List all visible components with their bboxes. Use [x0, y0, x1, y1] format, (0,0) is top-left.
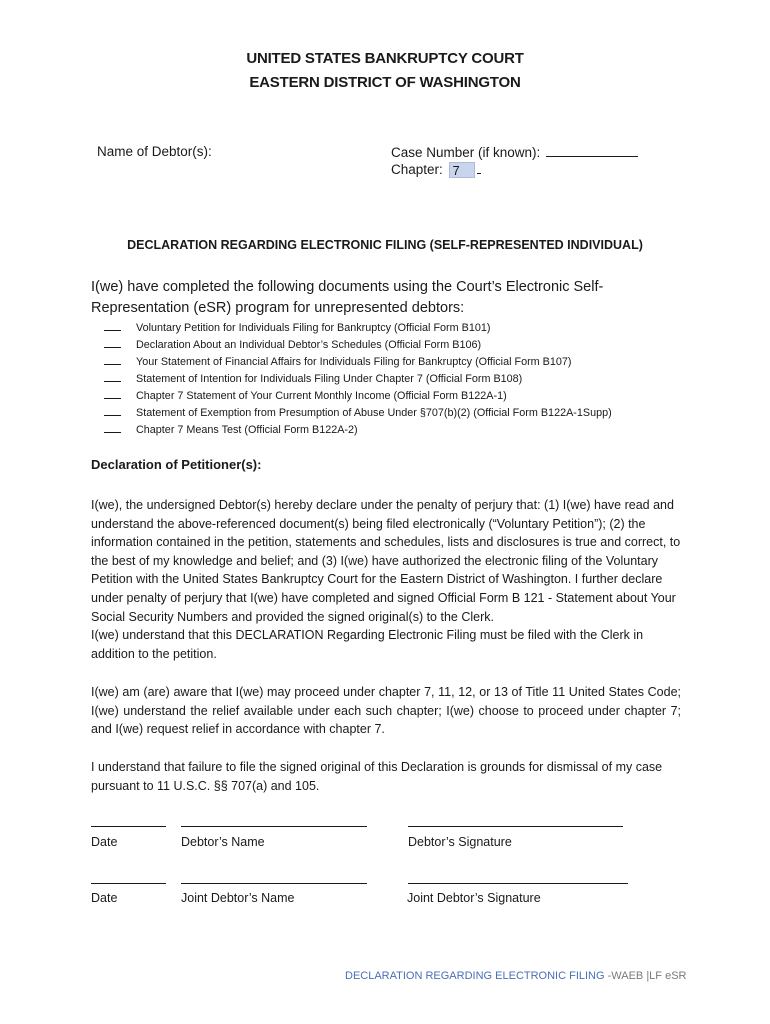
chapter-underline: [477, 163, 481, 174]
declaration-title: DECLARATION REGARDING ELECTRONIC FILING (SELF-REPRESENTED INDIVIDUAL): [127, 238, 643, 252]
checkbox-blank[interactable]: [104, 388, 121, 399]
list-item: [104, 388, 612, 405]
document-label: Statement of Exemption from Presumption of Abuse Under §707(b)(2) (Official Form B122A-1Supp): [136, 407, 612, 419]
footer-meta: -WAEB |LF eSR: [604, 970, 687, 982]
filing-requirement-text: I(we) understand that this DECLARATION Regarding Electronic Filing must be filed with the Clerk in addition to the petition.: [91, 628, 644, 661]
document-label: Declaration About an Individual Debtor’s Schedules (Official Form B106): [136, 339, 482, 351]
list-item: [104, 337, 612, 354]
page-footer: [345, 970, 686, 982]
checkbox-blank[interactable]: [104, 422, 121, 433]
checkbox-blank[interactable]: [104, 354, 121, 365]
footer-title: DECLARATION REGARDING ELECTRONIC FILING: [345, 970, 605, 982]
list-item: [104, 422, 612, 439]
date-label: Date: [91, 835, 118, 849]
joint-date-line[interactable]: [91, 883, 166, 884]
declaration-text: I(we), the undersigned Debtor(s) hereby declare under the penalty of perjury that: (1) I(we) have read and understand the above-referenced document(s) being filed electronically (“Voluntary Petition”); (2) the information contained in the petition, statements and schedules, lists and disclosures is true and correct, to the best of my knowledge and belief; and (3) I(we) have authorized the electronic filing of the Voluntary Petition with the United States Bankruptcy Court for the Eastern District of Washington. I further declare under penalty of perjury that I(we) have completed and signed Official Form B 121 - Statement about Your Social Security Numbers and provided the signed original(s) to the Clerk.: [91, 498, 681, 624]
declaration-paragraph: [91, 496, 681, 663]
document-label: Your Statement of Financial Affairs for Individuals Filing for Bankruptcy (Official Form B107): [136, 356, 572, 368]
joint-date-label: Date: [91, 891, 118, 905]
date-line[interactable]: [91, 826, 166, 827]
list-item: [104, 405, 612, 422]
debtor-signature-label: Debtor’s Signature: [408, 835, 512, 849]
court-name-line2: EASTERN DISTRICT OF WASHINGTON: [249, 74, 521, 91]
document-list: [104, 320, 612, 439]
document-label: Chapter 7 Means Test (Official Form B122A-2): [136, 424, 358, 436]
joint-debtor-name-line[interactable]: [181, 883, 367, 884]
chapter-field[interactable]: 7: [449, 162, 475, 178]
checkbox-blank[interactable]: [104, 371, 121, 382]
case-number-label: Case Number (if known):: [391, 145, 541, 160]
document-label: Voluntary Petition for Individuals Filing for Bankruptcy (Official Form B101): [136, 322, 491, 334]
checkbox-blank[interactable]: [104, 320, 121, 331]
chapter-label: Chapter:: [391, 162, 443, 177]
chapter-awareness-paragraph: I(we) am (are) aware that I(we) may proceed under chapter 7, 11, 12, or 13 of Title 11 United States Code; I(we) understand the relief available under each such chapter; I(we) choose to proceed under chapter 7; and I(we) request relief in accordance with chapter 7.: [91, 685, 681, 737]
joint-debtor-signature-label: Joint Debtor’s Signature: [407, 891, 541, 905]
debtor-name-label: Name of Debtor(s):: [97, 144, 212, 159]
list-item: [104, 354, 612, 371]
checkbox-blank[interactable]: [104, 405, 121, 416]
document-label: Statement of Intention for Individuals Filing Under Chapter 7 (Official Form B108): [136, 373, 523, 385]
case-number-field[interactable]: [546, 144, 638, 157]
debtor-signature-line[interactable]: [408, 826, 623, 827]
case-number-row: [391, 144, 638, 160]
debtor-name-line[interactable]: [181, 826, 367, 827]
court-name-line1: UNITED STATES BANKRUPTCY COURT: [246, 50, 524, 67]
list-item: [104, 320, 612, 337]
checkbox-blank[interactable]: [104, 337, 121, 348]
joint-debtor-signature-line[interactable]: [408, 883, 628, 884]
dismissal-warning-paragraph: I understand that failure to file the signed original of this Declaration is grounds for dismissal of my case pursuant to 11 U.S.C. §§ 707(a) and 105.: [91, 760, 663, 793]
document-label: Chapter 7 Statement of Your Current Monthly Income (Official Form B122A-1): [136, 390, 507, 402]
debtor-name-label: Debtor’s Name: [181, 835, 265, 849]
intro-text: I(we) have completed the following documents using the Court’s Electronic Self-Representation (eSR) program for unrepresented debtors:: [91, 279, 604, 316]
chapter-row: [391, 162, 481, 178]
list-item: [104, 371, 612, 388]
petitioner-heading: Declaration of Petitioner(s):: [91, 457, 262, 472]
joint-debtor-name-label: Joint Debtor’s Name: [181, 891, 295, 905]
